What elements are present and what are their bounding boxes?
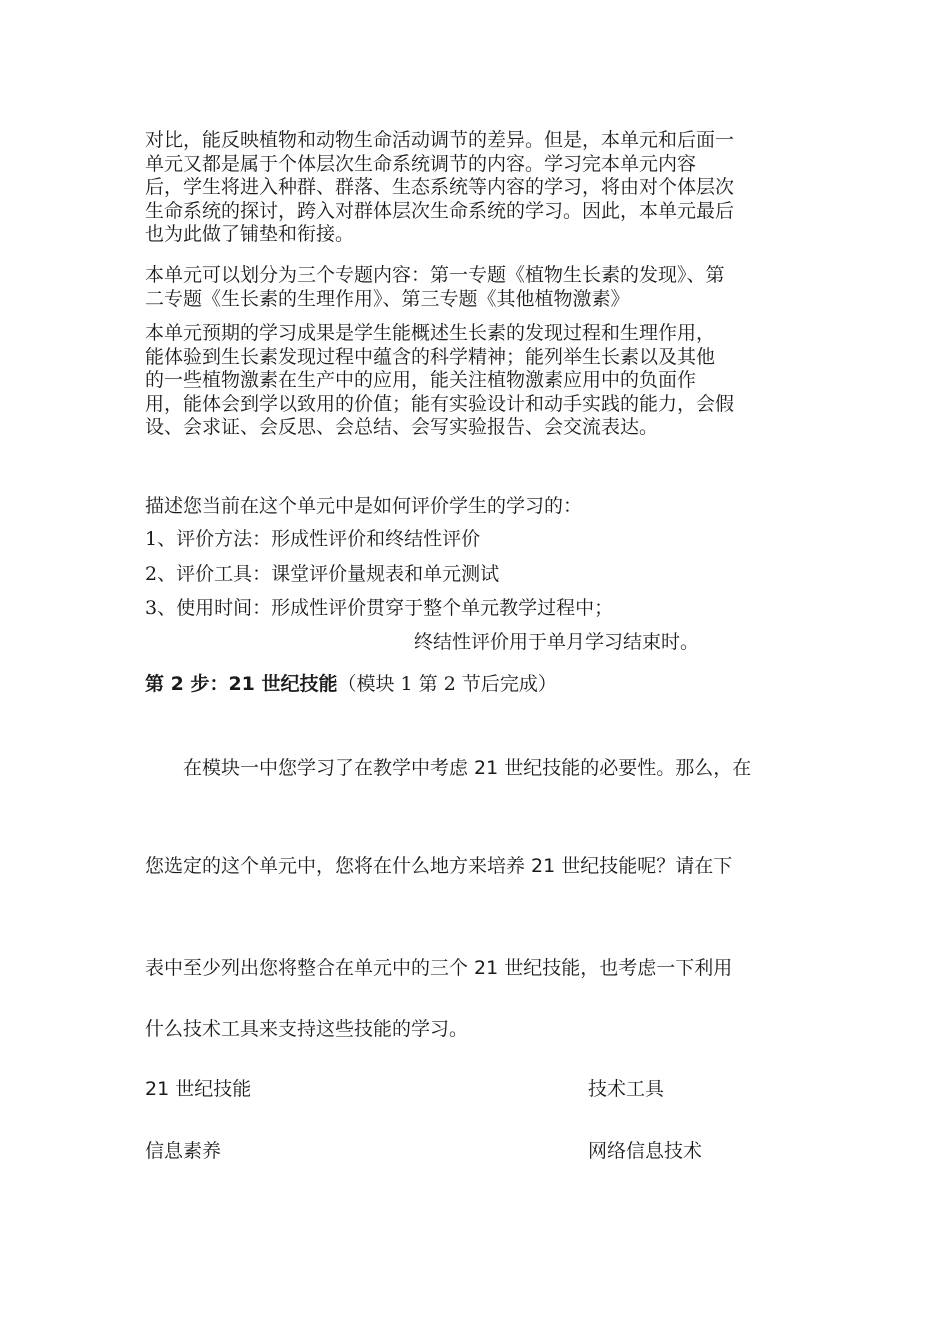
- instruction-text: 表中至少列出您将整合在单元中的三个: [145, 957, 475, 979]
- paragraph-line: 用，能体会到学以致用的价值；能有实验设计和动手实践的能力，会假: [145, 392, 735, 415]
- paragraph-line: 也为此做了铺垫和衔接。: [145, 223, 355, 245]
- evaluation-item-continuation: 终结性评价用于单月学习结束时。: [414, 631, 700, 653]
- instruction-text: 在模块一中您学习了在教学中考虑: [183, 757, 475, 779]
- instruction-text: 您选定的这个单元中，您将在什么地方来培养: [145, 855, 532, 877]
- paragraph-line: 的一些植物激素在生产中的应用，能关注植物激素应用中的负面作: [145, 369, 697, 391]
- instruction-text: 世纪技能的必要性。那么，在: [498, 757, 752, 779]
- table-cell-tool: 网络信息技术: [588, 1140, 703, 1162]
- instruction-number: 21: [474, 757, 499, 779]
- instruction-text: 世纪技能呢？请在下: [555, 855, 733, 877]
- paragraph-line: 本单元可以划分为三个专题内容：第一专题《植物生长素的发现》、第: [145, 264, 725, 286]
- paragraph-line: 二专题《生长素的生理作用》、第三专题《其他植物激素》: [145, 287, 630, 310]
- paragraph-line: 生命系统的探讨，跨入对群体层次生命系统的学习。因此，本单元最后: [145, 199, 735, 222]
- evaluation-item-tools: 2、评价工具：课堂评价量规表和单元测试: [145, 563, 500, 585]
- paragraph-line: 本单元预期的学习成果是学生能概述生长素的发现过程和生理作用，: [145, 322, 716, 344]
- evaluation-intro: 描述您当前在这个单元中是如何评价学生的学习的：: [145, 495, 583, 517]
- paragraph-topics: [145, 264, 805, 311]
- evaluation-item-method: 1、评价方法：形成性评价和终结性评价: [145, 528, 481, 550]
- paragraph-unit-relation: [145, 129, 805, 247]
- instruction-line-3: [145, 955, 732, 981]
- instruction-text: 世纪技能，也考虑一下利用: [498, 957, 733, 979]
- instruction-number: 21: [474, 957, 499, 979]
- instruction-line-2: [145, 853, 732, 879]
- paragraph-line: 设、会求证、会反思、会总结、会写实验报告、会交流表达。: [145, 416, 659, 438]
- header-skill-label: 世纪技能: [169, 1078, 252, 1100]
- instruction-line-1: [183, 755, 751, 781]
- paragraph-outcomes: [145, 322, 805, 440]
- step2-heading: [145, 671, 557, 697]
- paragraph-line: 后，学生将进入种群、群落、生态系统等内容的学习，将由对个体层次: [145, 176, 735, 198]
- step2-heading-note: （模块 1 第 2 节后完成）: [337, 673, 557, 695]
- step2-heading-bold: 第 2 步：21 世纪技能: [145, 673, 338, 695]
- instruction-line-4: 什么技术工具来支持这些技能的学习。: [145, 1018, 469, 1040]
- paragraph-line: 单元又都是属于个体层次生命系统调节的内容。学习完本单元内容: [145, 152, 697, 175]
- table-cell-skill: 信息素养: [145, 1140, 222, 1162]
- evaluation-item-timing: 3、使用时间：形成性评价贯穿于整个单元教学过程中；: [145, 597, 614, 619]
- instruction-number: 21: [531, 855, 556, 877]
- header-skill-number: 21: [145, 1078, 170, 1100]
- table-header-tool: 技术工具: [588, 1078, 665, 1100]
- table-header-skill: [145, 1076, 251, 1102]
- paragraph-line: 能体验到生长素发现过程中蕴含的科学精神；能列举生长素以及其他: [145, 345, 716, 368]
- paragraph-line: 对比，能反映植物和动物生命活动调节的差异。但是，本单元和后面一: [145, 129, 735, 151]
